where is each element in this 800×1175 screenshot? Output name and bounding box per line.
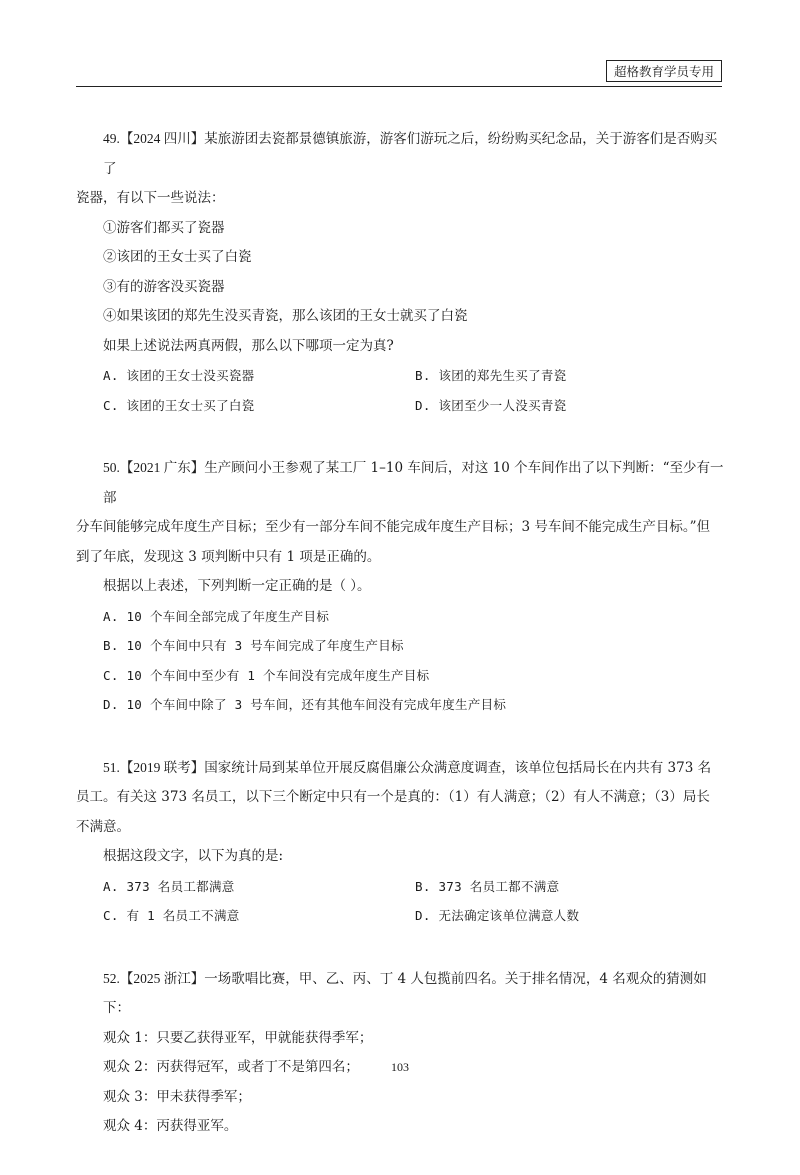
option-d[interactable]: D. 无法确定该单位满意人数 xyxy=(415,908,580,923)
option-a[interactable]: A. 该团的王女士没买瓷器 xyxy=(103,368,255,383)
statement-item: ③有的游客没买瓷器 xyxy=(103,278,225,295)
question-stem xyxy=(76,124,724,184)
page-number: 103 xyxy=(391,1060,409,1074)
statement-item: 观众 3：甲未获得季军； xyxy=(103,1088,251,1105)
statement-item: ②该团的王女士买了白瓷 xyxy=(103,249,252,265)
question-50 xyxy=(76,453,724,720)
question-stem xyxy=(76,453,724,513)
question-number: 52. xyxy=(103,970,120,986)
question-text: 国家统计局到某单位开展反腐倡廉公众满意度调查，该单位包括局长在内共有 373 名 xyxy=(204,759,712,776)
question-text-continued: 分车间能够完成年度生产目标；至少有一部分车间不能完成年度生产目标；3 号车间不能完成生产目标。”但 xyxy=(76,519,711,535)
header-badge: 超格教育学员专用 xyxy=(606,60,722,82)
question-number: 50. xyxy=(103,460,120,475)
question-text-continued: 员工。有关这 373 名员工，以下三个断定中只有一个是真的：（1）有人满意；（2）有人不满意；（3）局长 xyxy=(76,789,710,805)
option-b[interactable]: B. 10 个车间中只有 3 号车间完成了年度生产目标 xyxy=(103,638,404,653)
option-d[interactable]: D. 10 个车间中除了 3 号车间，还有其他车间没有完成年度生产目标 xyxy=(103,697,507,712)
statement-item: ①游客们都买了瓷器 xyxy=(103,219,225,236)
question-text-continued: 不满意。 xyxy=(76,818,130,835)
question-prompt: 根据以上表述，下列判断一定正确的是（ ）。 xyxy=(103,578,371,594)
question-text: 一场歌唱比赛，甲、乙、丙、丁 4 人包揽前四名。关于排名情况，4 名观众的猜测如下： xyxy=(103,970,707,1016)
answer-options xyxy=(76,602,724,720)
option-a[interactable]: A. 373 名员工都满意 xyxy=(103,878,235,894)
statement-item: ④如果该团的郑先生没买青瓷，那么该团的王女士就买了白瓷 xyxy=(103,308,468,324)
option-c[interactable]: C. 该团的王女士买了白瓷 xyxy=(103,397,255,413)
question-text-continued: 瓷器，有以下一些说法： xyxy=(76,190,225,206)
question-number: 49. xyxy=(103,131,120,146)
question-source-tag: 【2025 浙江】 xyxy=(119,970,205,986)
answer-options xyxy=(76,872,724,931)
question-52 xyxy=(76,964,724,1142)
question-text: 生产顾问小王参观了某工厂 1–10 车间后，对这 10 个车间作出了以下判断：“至少有一部 xyxy=(103,460,724,506)
header-divider xyxy=(76,86,722,87)
answer-options xyxy=(76,361,724,420)
question-stem xyxy=(76,753,724,784)
question-stem xyxy=(76,964,724,1024)
question-text: 某旅游团去瓷都景德镇旅游，游客们游玩之后，纷纷购买纪念品，关于游客们是否购买了 xyxy=(103,131,718,177)
question-source-tag: 【2019 联考】 xyxy=(119,759,205,775)
question-prompt: 根据这段文字，以下为真的是: xyxy=(103,848,284,864)
question-prompt: 如果上述说法两真两假，那么以下哪项一定为真? xyxy=(103,337,394,354)
question-source-tag: 【2024 四川】 xyxy=(119,131,205,146)
option-b[interactable]: B. 该团的郑先生买了青瓷 xyxy=(415,368,567,383)
statement-item: 观众 2：丙获得冠军，或者丁不是第四名； xyxy=(103,1059,359,1075)
option-c[interactable]: C. 有 1 名员工不满意 xyxy=(103,908,240,923)
question-source-tag: 【2021 广东】 xyxy=(119,460,205,475)
question-text-continued: 到了年底，发现这 3 项判断中只有 1 项是正确的。 xyxy=(76,548,381,565)
question-51 xyxy=(76,753,724,931)
question-number: 51. xyxy=(103,759,120,775)
page-content xyxy=(76,124,724,1175)
option-c[interactable]: C. 10 个车间中至少有 1 个车间没有完成年度生产目标 xyxy=(103,667,430,683)
option-b[interactable]: B. 373 名员工都不满意 xyxy=(415,878,560,894)
statement-item: 观众 4：丙获得亚军。 xyxy=(103,1118,238,1134)
option-d[interactable]: D. 该团至少一人没买青瓷 xyxy=(415,397,567,413)
statement-item: 观众 1：只要乙获得亚军，甲就能获得季军； xyxy=(103,1029,373,1046)
option-a[interactable]: A. 10 个车间全部完成了年度生产目标 xyxy=(103,608,330,624)
question-49 xyxy=(76,124,724,420)
